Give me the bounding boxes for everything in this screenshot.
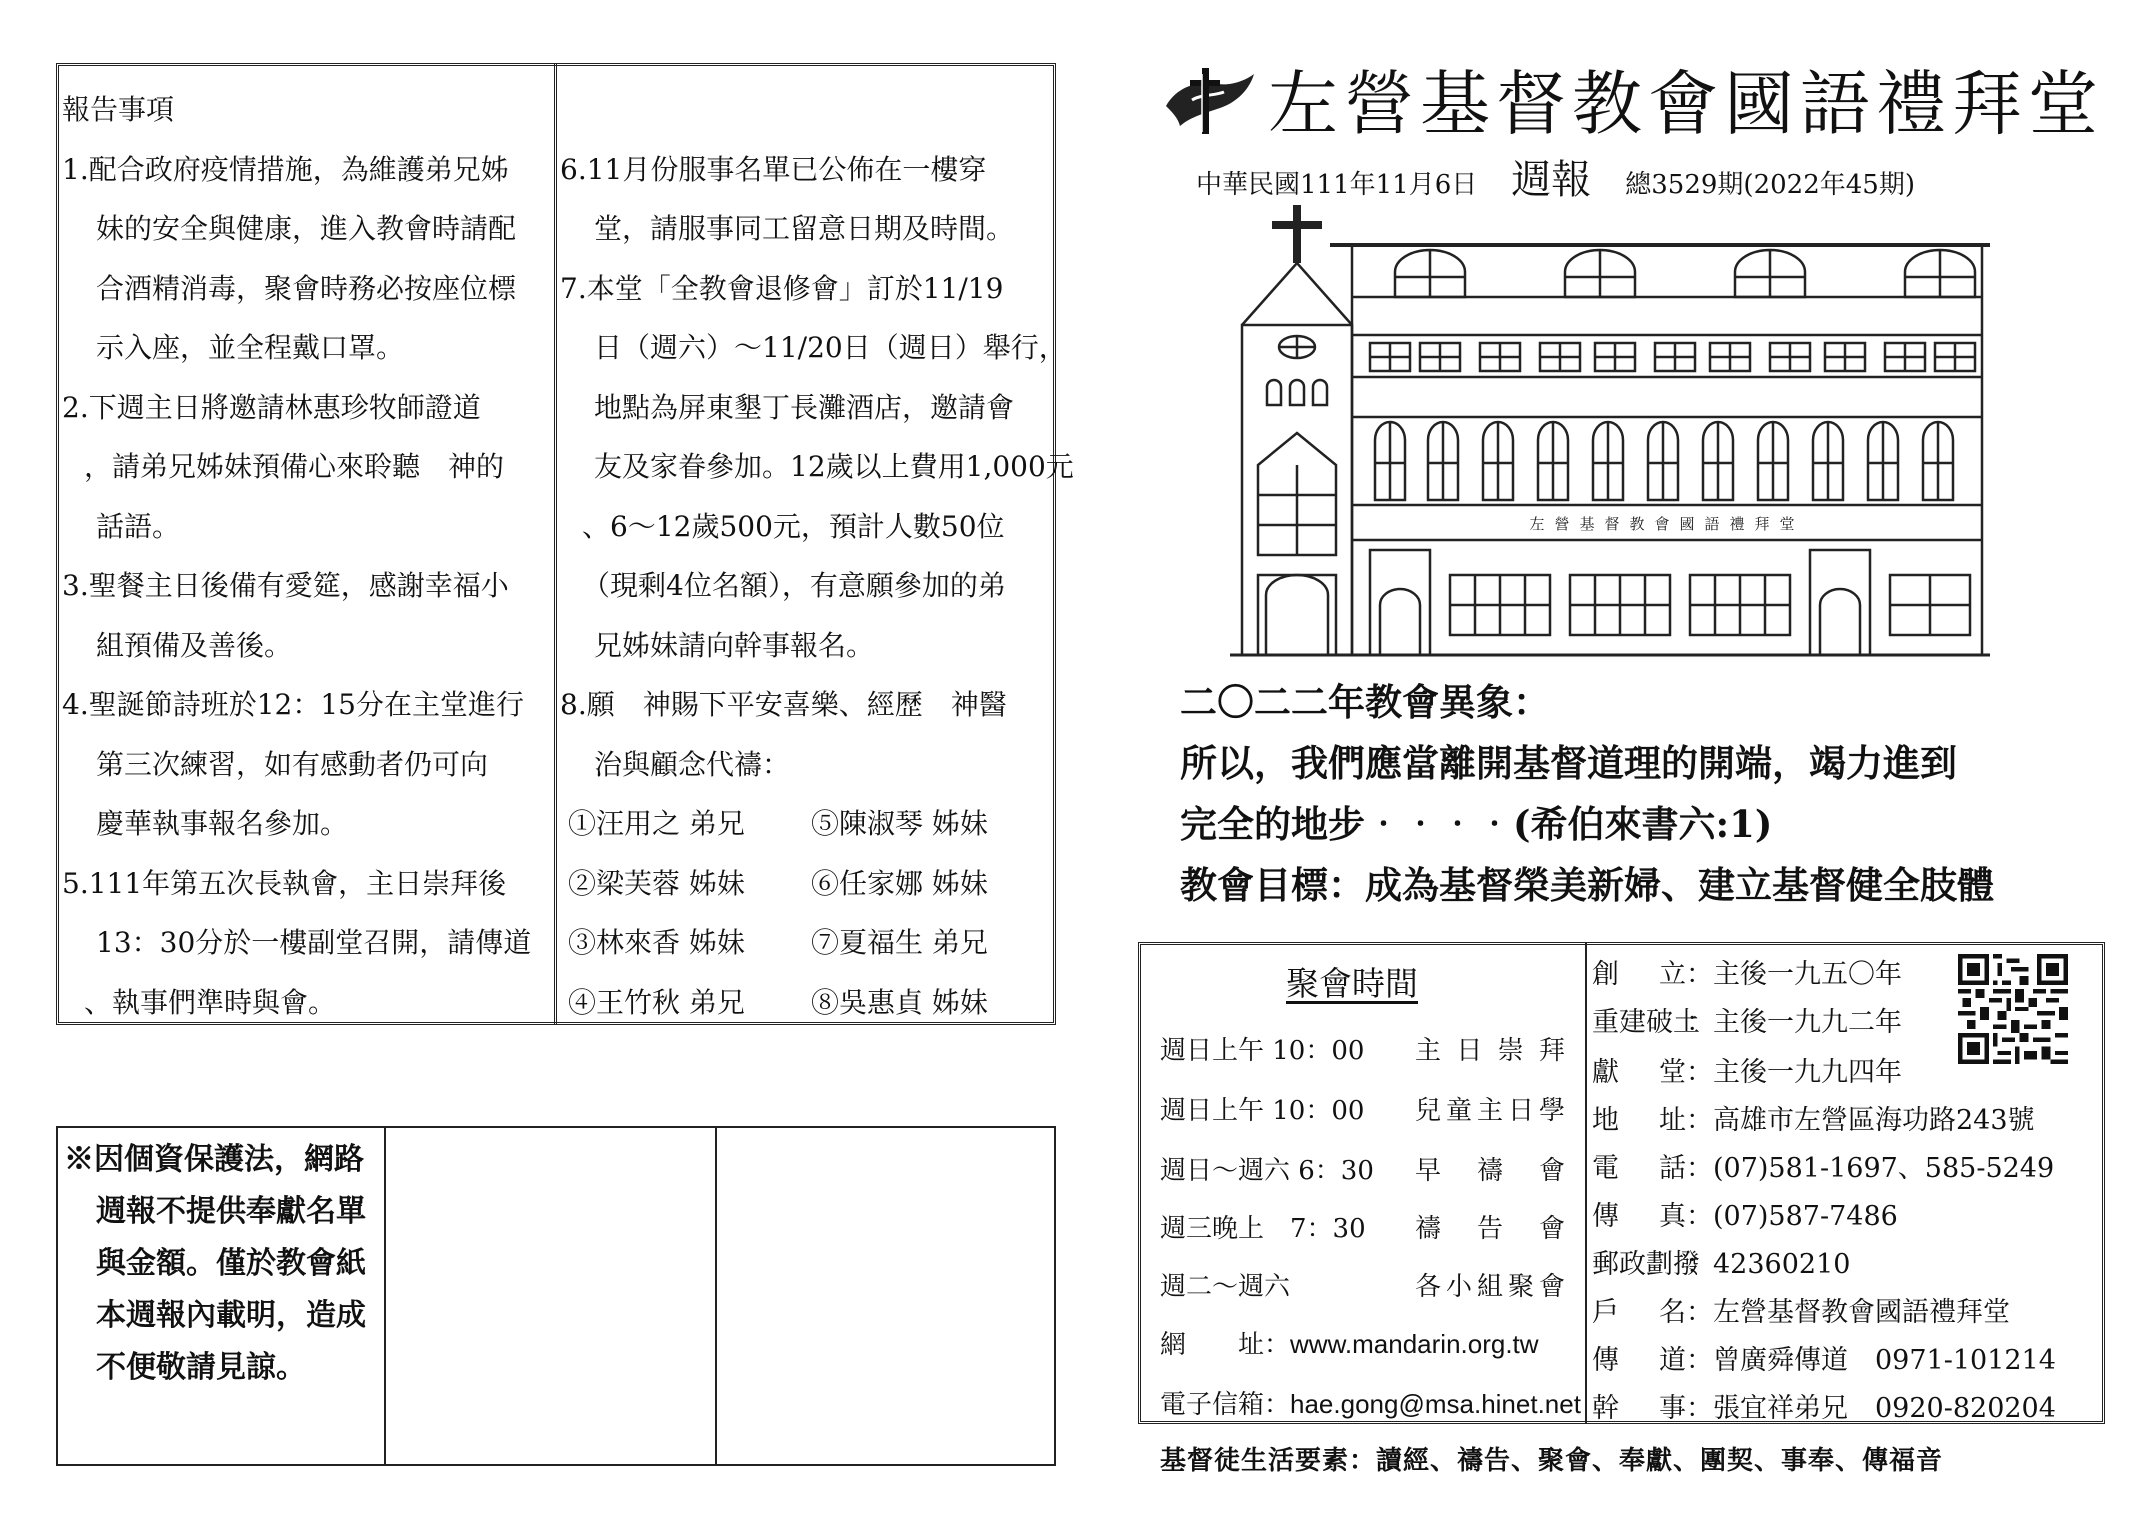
- meeting-name: 早禱會: [1415, 1156, 1565, 1186]
- prayer-row: [560, 973, 1054, 1033]
- info-value: ：高雄市左營區海功路243號: [1686, 1105, 2035, 1136]
- offering-box-divider: [715, 1126, 717, 1466]
- info-value: ：(07)587-7486: [1686, 1201, 1898, 1232]
- bulletin-date: 中華民國111年11月6日: [1196, 170, 1478, 200]
- website-label: 網 址：: [1160, 1330, 1291, 1360]
- meeting-time: 週日上午 10：00: [1160, 1096, 1365, 1126]
- christian-life-essentials: 基督徒生活要素：讀經、禱告、聚會、奉獻、團契、事奉、傳福音: [1160, 1446, 1944, 1476]
- info-label: 郵政劃撥: [1592, 1249, 1700, 1280]
- vision-heading: 二〇二二年教會異象：: [1180, 680, 1550, 724]
- info-row: [1592, 1050, 1902, 1089]
- prayer-name: ⑤陳淑琴 姊妹: [811, 807, 988, 840]
- meeting-time: 週日～週六 6：30: [1160, 1156, 1374, 1186]
- info-label: 電話: [1592, 1153, 1686, 1184]
- website-row: [1160, 1324, 1539, 1361]
- info-label: 傳真: [1592, 1201, 1686, 1232]
- prayer-row: [560, 794, 1054, 854]
- announcement-line: 5.111年第五次長執會，主日崇拜後: [62, 866, 507, 900]
- prayer-name: ③林來香 姊妹: [568, 926, 745, 959]
- info-row: [1592, 1290, 2010, 1329]
- email-link[interactable]: hae.gong@msa.hinet.net: [1290, 1389, 1581, 1419]
- info-row: [1592, 1194, 1898, 1233]
- meeting-row: [1160, 1266, 1565, 1303]
- website-link[interactable]: www.mandarin.org.tw: [1290, 1329, 1539, 1359]
- offering-box-divider: [384, 1126, 386, 1466]
- info-value: ：張宜祥弟兄 0920-820204: [1686, 1393, 2056, 1424]
- info-label: 戶名: [1592, 1297, 1686, 1328]
- meeting-name: 兒童主日學: [1415, 1096, 1565, 1126]
- meeting-time: 週日上午 10：00: [1160, 1036, 1365, 1066]
- announcement-line: 示入座，並全程戴口罩。: [96, 331, 405, 364]
- privacy-note-line: ※因個資保護法，網路: [64, 1142, 364, 1177]
- info-row: [1592, 1146, 2054, 1185]
- announcement-line: 、6～12歲500元，預計人數50位: [582, 509, 1005, 543]
- vision-section: [1180, 672, 1994, 916]
- announcement-line: 3.聖餐主日後備有愛筵，感謝幸福小: [62, 569, 509, 602]
- info-label: 地址: [1592, 1105, 1686, 1136]
- privacy-note-line: 不便敬請見諒。: [96, 1350, 306, 1385]
- privacy-note-line: 與金額。僅於教會紙: [96, 1246, 366, 1281]
- issue-line: [1196, 148, 1915, 205]
- announcement-line: 日（週六）～11/20日（週日）舉行，: [594, 331, 1067, 364]
- privacy-note: [64, 1134, 380, 1394]
- info-value: ：主後一九九二年: [1686, 1007, 1902, 1038]
- meeting-time: 週二～週六: [1160, 1272, 1291, 1302]
- announcement-spacer: [560, 80, 1054, 140]
- meeting-row: [1160, 1150, 1565, 1187]
- announcement-line: 治與顧念代禱：: [594, 747, 791, 781]
- meeting-info-divider: [1585, 942, 1587, 1424]
- meeting-name: 各小組聚會: [1415, 1272, 1565, 1302]
- church-name: 左營基督教會國語禮拜堂: [1268, 63, 2104, 145]
- info-row: [1592, 1338, 2056, 1377]
- info-label: 獻堂: [1592, 1057, 1686, 1088]
- info-value: ：(07)581-1697、585-5249: [1686, 1153, 2055, 1184]
- info-label: 傳道: [1592, 1345, 1686, 1376]
- info-value: ：主後一九九四年: [1686, 1057, 1902, 1088]
- prayer-name: ⑧吳惠貞 姊妹: [811, 985, 988, 1019]
- building-sign: 左營基督教會國語禮拜堂: [1529, 515, 1805, 533]
- announcements-left-column: [62, 80, 552, 1032]
- privacy-note-line: 週報不提供奉獻名單: [96, 1194, 366, 1229]
- church-building-illustration: [1230, 205, 1990, 660]
- bulletin-label: 週報: [1511, 157, 1592, 203]
- announcement-line: 6.11月份服事名單已公佈在一樓穿: [560, 152, 987, 186]
- announcement-line: 組預備及善後。: [96, 628, 293, 662]
- announcements-title: 報告事項: [62, 93, 175, 126]
- vision-verse: 所以，我們應當離開基督道理的開端，竭力進到: [1180, 741, 1957, 785]
- announcement-line: （現剩4位名額），有意願參加的弟: [582, 569, 1006, 602]
- announcement-line: ，請弟兄姊妹預備心來聆聽 神的: [84, 450, 505, 483]
- vision-verse: 完全的地步‧‧‧‧(希伯來書六:1): [1180, 802, 1773, 846]
- prayer-row: [560, 913, 1054, 973]
- announcement-line: 8.願 神賜下平安喜樂、經歷 神醫: [560, 688, 1007, 721]
- prayer-name: ①汪用之 弟兄: [568, 807, 745, 840]
- info-value: ：主後一九五〇年: [1686, 959, 1902, 990]
- announcement-line: 4.聖誕節詩班於12：15分在主堂進行: [62, 688, 524, 721]
- meeting-name: 主日崇拜: [1415, 1036, 1565, 1066]
- announcement-line: 慶華執事報名參加。: [96, 807, 349, 840]
- announcement-line: 1.配合政府疫情措施，為維護弟兄姊: [62, 152, 509, 186]
- meeting-times-title: 聚會時間: [1286, 964, 1418, 1003]
- announcement-line: 13：30分於一樓副堂召開，請傳道: [96, 926, 532, 959]
- info-label: 幹事: [1592, 1393, 1686, 1424]
- prayer-name: ⑦夏福生 弟兄: [811, 926, 988, 959]
- church-logo-icon: [1162, 66, 1257, 136]
- meeting-time: 週三晚上 7：30: [1160, 1214, 1366, 1244]
- meeting-row: [1160, 1208, 1565, 1245]
- announcement-line: 堂，請服事同工留意日期及時間。: [594, 212, 1015, 245]
- announcements-right-column: [560, 80, 1074, 1032]
- email-label: 電子信箱：: [1160, 1390, 1291, 1420]
- prayer-name: ⑥任家娜 姊妹: [811, 866, 988, 900]
- info-value: ：42360210: [1686, 1249, 1851, 1280]
- announcement-line: 、執事們準時與會。: [84, 985, 337, 1019]
- info-value: ：左營基督教會國語禮拜堂: [1686, 1297, 2010, 1328]
- prayer-name: ②梁芙蓉 姊妹: [568, 866, 745, 900]
- info-row: [1592, 1242, 1850, 1281]
- announcement-line: 7.本堂「全教會退修會」訂於11/19: [560, 271, 1004, 305]
- info-row: [1592, 1098, 2035, 1137]
- church-goal: 教會目標：成為基督榮美新婦、建立基督健全肢體: [1180, 863, 1994, 907]
- announcement-line: 友及家眷參加。12歲以上費用1,000元: [594, 450, 1074, 483]
- announcement-line: 合酒精消毒，聚會時務必按座位標: [96, 271, 517, 305]
- announcement-line: 妹的安全與健康，進入教會時請配: [96, 212, 517, 245]
- meeting-row: [1160, 1090, 1565, 1127]
- info-row: [1592, 1000, 1902, 1039]
- email-row: [1160, 1384, 1581, 1421]
- announcement-line: 兄姊妹請向幹事報名。: [594, 628, 875, 662]
- meeting-row: [1160, 1030, 1565, 1067]
- info-value: ：曾廣舜傳道 0971-101214: [1686, 1345, 2056, 1376]
- info-row: [1592, 952, 1902, 991]
- info-row: [1592, 1386, 2056, 1425]
- issue-number: 總3529期(2022年45期): [1625, 170, 1915, 200]
- announcement-line: 話語。: [96, 509, 181, 543]
- privacy-note-line: 本週報內載明，造成: [96, 1298, 366, 1333]
- announcements-divider: [554, 63, 557, 1025]
- qr-code-icon[interactable]: [1958, 954, 2068, 1064]
- info-label: 重建破土: [1592, 1007, 1700, 1038]
- prayer-name: ④王竹秋 弟兄: [568, 985, 745, 1019]
- prayer-row: [560, 854, 1054, 914]
- meeting-name: 禱告會: [1415, 1214, 1565, 1244]
- announcement-line: 2.下週主日將邀請林惠珍牧師證道: [62, 390, 481, 424]
- info-label: 創立: [1592, 959, 1686, 990]
- announcement-line: 第三次練習，如有感動者仍可向: [96, 747, 489, 781]
- announcement-line: 地點為屏東墾丁長灘酒店，邀請會: [594, 390, 1015, 424]
